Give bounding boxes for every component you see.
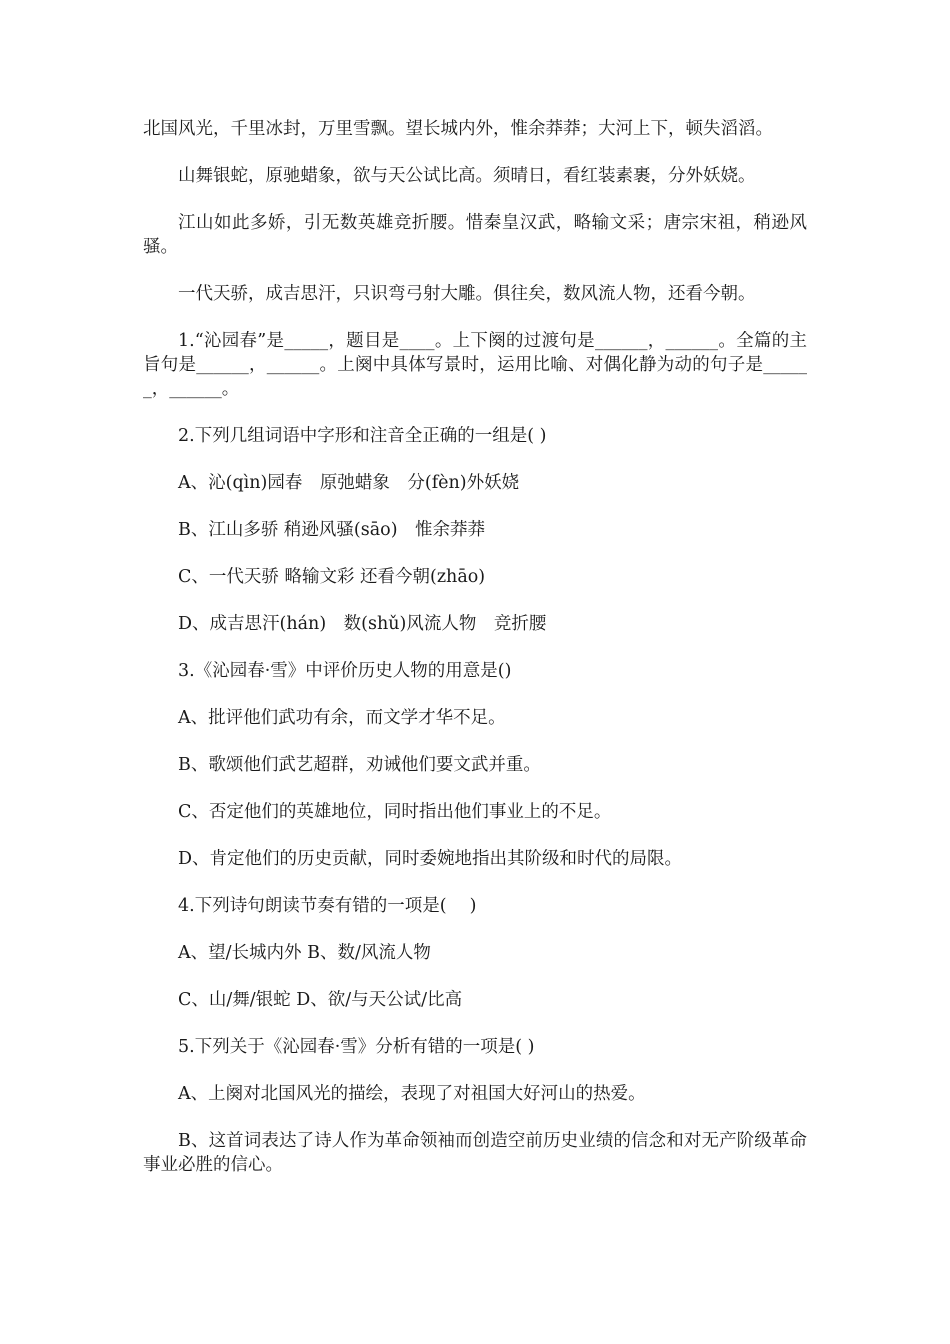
question-2: 2.下列几组词语中字形和注音全正确的一组是( )	[178, 426, 547, 446]
document-page	[143, 117, 807, 1200]
question-3-option-c: C、否定他们的英雄地位，同时指出他们事业上的不足。	[178, 802, 612, 822]
question-5-option-b: B、这首词表达了诗人作为革命领袖而创造空前历史业绩的信念和对无产阶级革命事业必胜的信心。	[143, 1131, 807, 1175]
question-2-option-a: A、沁(qìn)园春 原弛蜡象 分(fèn)外妖娆	[178, 473, 520, 493]
question-3-option-a: A、批评他们武功有余，而文学才华不足。	[178, 708, 506, 728]
question-5-option-a: A、上阕对北国风光的描绘，表现了对祖国大好河山的热爱。	[178, 1084, 646, 1104]
question-2-option-b: B、江山多骄 稍逊风骚(sāo) 惟余莽莽	[178, 520, 486, 540]
question-2-option-c: C、一代天骄 略输文彩 还看今朝(zhāo)	[178, 567, 486, 587]
poem-line-3: 江山如此多娇，引无数英雄竞折腰。惜秦皇汉武，略输文采；唐宗宋祖，稍逊风骚。	[143, 213, 807, 257]
question-3-option-b: B、歌颂他们武艺超群，劝诫他们要文武并重。	[178, 755, 541, 775]
question-4: 4.下列诗句朗读节奏有错的一项是( )	[178, 896, 477, 916]
question-4-options-ab: A、望/长城内外 B、数/风流人物	[178, 943, 431, 963]
question-5: 5.下列关于《沁园春·雪》分析有错的一项是( )	[178, 1037, 535, 1057]
question-3-option-d: D、肯定他们的历史贡献，同时委婉地指出其阶级和时代的局限。	[178, 849, 683, 869]
question-4-options-cd: C、山/舞/银蛇 D、欲/与天公试/比高	[178, 990, 463, 1010]
poem-line-2: 山舞银蛇，原驰蜡象，欲与天公试比高。须晴日，看红装素裹，分外妖娆。	[178, 166, 756, 186]
question-2-option-d: D、成吉思汗(hán) 数(shǔ)风流人物 竞折腰	[178, 614, 547, 634]
poem-line-4: 一代天骄，成吉思汗，只识弯弓射大雕。俱往矣，数风流人物，还看今朝。	[178, 284, 756, 304]
poem-line-1: 北国风光，千里冰封，万里雪飘。望长城内外，惟余莽莽；大河上下，顿失滔滔。	[143, 119, 773, 139]
question-3: 3.《沁园春·雪》中评价历史人物的用意是()	[178, 661, 512, 681]
question-1: 1.“沁园春”是_____，题目是____。上下阕的过渡句是______，______。全篇的主旨句是______，______。上阕中具体写景时，运用比喻、对偶化静为动的句子是______，______。	[143, 331, 807, 399]
